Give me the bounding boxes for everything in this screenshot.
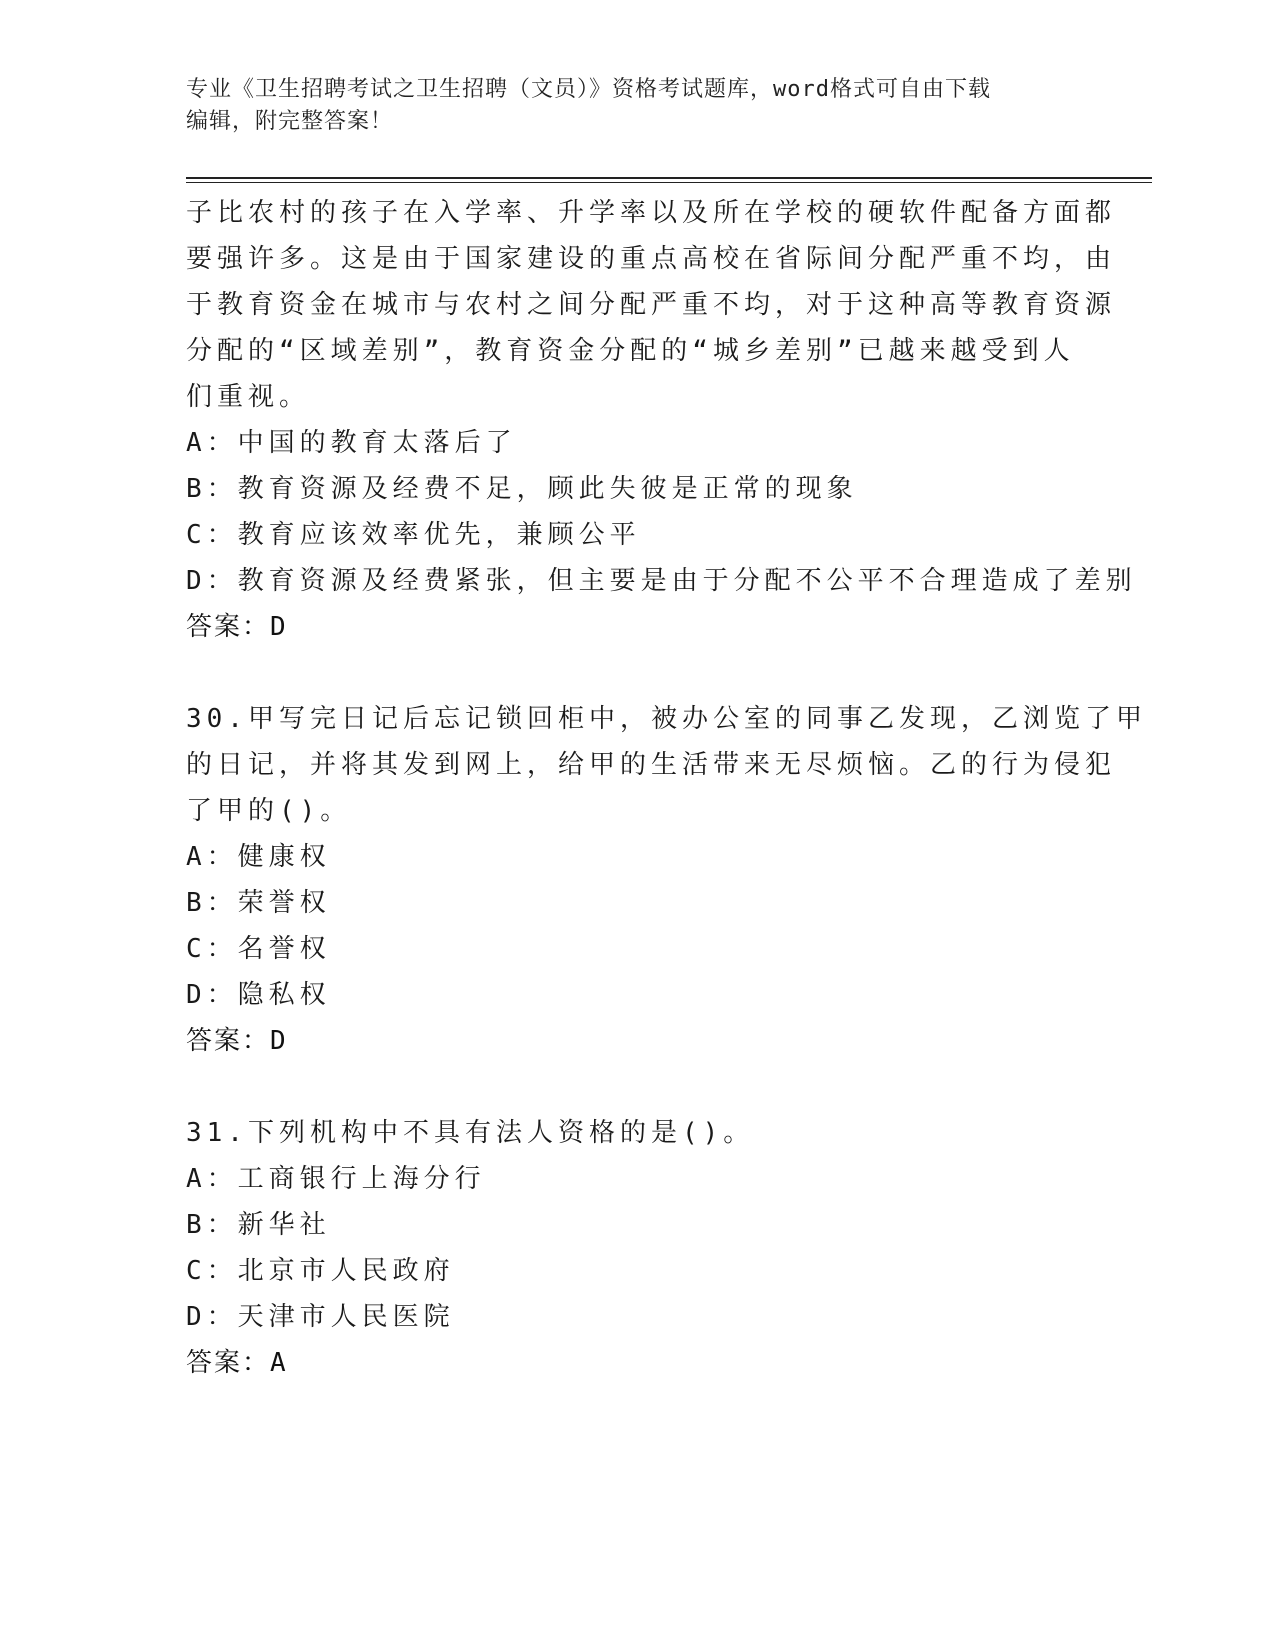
question-31: [186, 1110, 1086, 1386]
question-31-option-d: D：天津市人民医院: [186, 1302, 455, 1332]
question-31-answer: 答案：A: [186, 1348, 288, 1378]
question-29-option-c: C：教育应该效率优先，兼顾公平: [186, 520, 641, 550]
header-line-2: 编辑，附完整答案！: [186, 109, 394, 134]
question-31-stem: [186, 1110, 1086, 1156]
question-30-answer: 答案：D: [186, 1026, 288, 1056]
question-29: [186, 190, 1137, 650]
question-30: [186, 696, 1147, 1064]
question-30-stem-line: 了甲的()。: [186, 796, 352, 826]
question-31-stem-line: 31.下列机构中不具有法人资格的是()。: [186, 1118, 755, 1148]
question-30-option-b: B：荣誉权: [186, 888, 331, 918]
document-content: [186, 190, 1147, 1386]
question-29-option-a: A：中国的教育太落后了: [186, 428, 517, 458]
question-30-option-c: C：名誉权: [186, 934, 331, 964]
question-29-stem: [186, 190, 1117, 420]
header-line-1: 专业《卫生招聘考试之卫生招聘（文员）》资格考试题库，word格式可自由下载: [186, 77, 991, 102]
question-29-answer: 答案：D: [186, 612, 288, 642]
question-31-option-a: A：工商银行上海分行: [186, 1164, 486, 1194]
question-29-stem-line: 要强许多。这是由于国家建设的重点高校在省际间分配严重不均，由: [186, 244, 1117, 274]
question-30-option-a: A：健康权: [186, 842, 331, 872]
question-29-stem-line: 子比农村的孩子在入学率、升学率以及所在学校的硬软件配备方面都: [186, 198, 1117, 228]
question-30-stem: [186, 696, 1147, 834]
question-30-stem-line: 的日记，并将其发到网上，给甲的生活带来无尽烦恼。乙的行为侵犯: [186, 750, 1117, 780]
question-30-option-d: D：隐私权: [186, 980, 331, 1010]
header-divider-thin: [186, 182, 1152, 183]
question-29-option-d: D：教育资源及经费紧张，但主要是由于分配不公平不合理造成了差别: [186, 566, 1137, 596]
question-31-option-c: C：北京市人民政府: [186, 1256, 455, 1286]
header-divider-thick: [186, 177, 1152, 179]
question-29-stem-line: 们重视。: [186, 382, 311, 412]
question-29-option-b: B：教育资源及经费不足，顾此失彼是正常的现象: [186, 474, 858, 504]
question-29-stem-line: 分配的“区域差别”，教育资金分配的“城乡差别”已越来越受到人: [186, 336, 1075, 366]
question-30-stem-line: 30.甲写完日记后忘记锁回柜中，被办公室的同事乙发现，乙浏览了甲: [186, 704, 1147, 734]
question-29-stem-line: 于教育资金在城市与农村之间分配严重不均，对于这种高等教育资源: [186, 290, 1117, 320]
document-header: [186, 74, 1066, 138]
question-31-option-b: B：新华社: [186, 1210, 331, 1240]
